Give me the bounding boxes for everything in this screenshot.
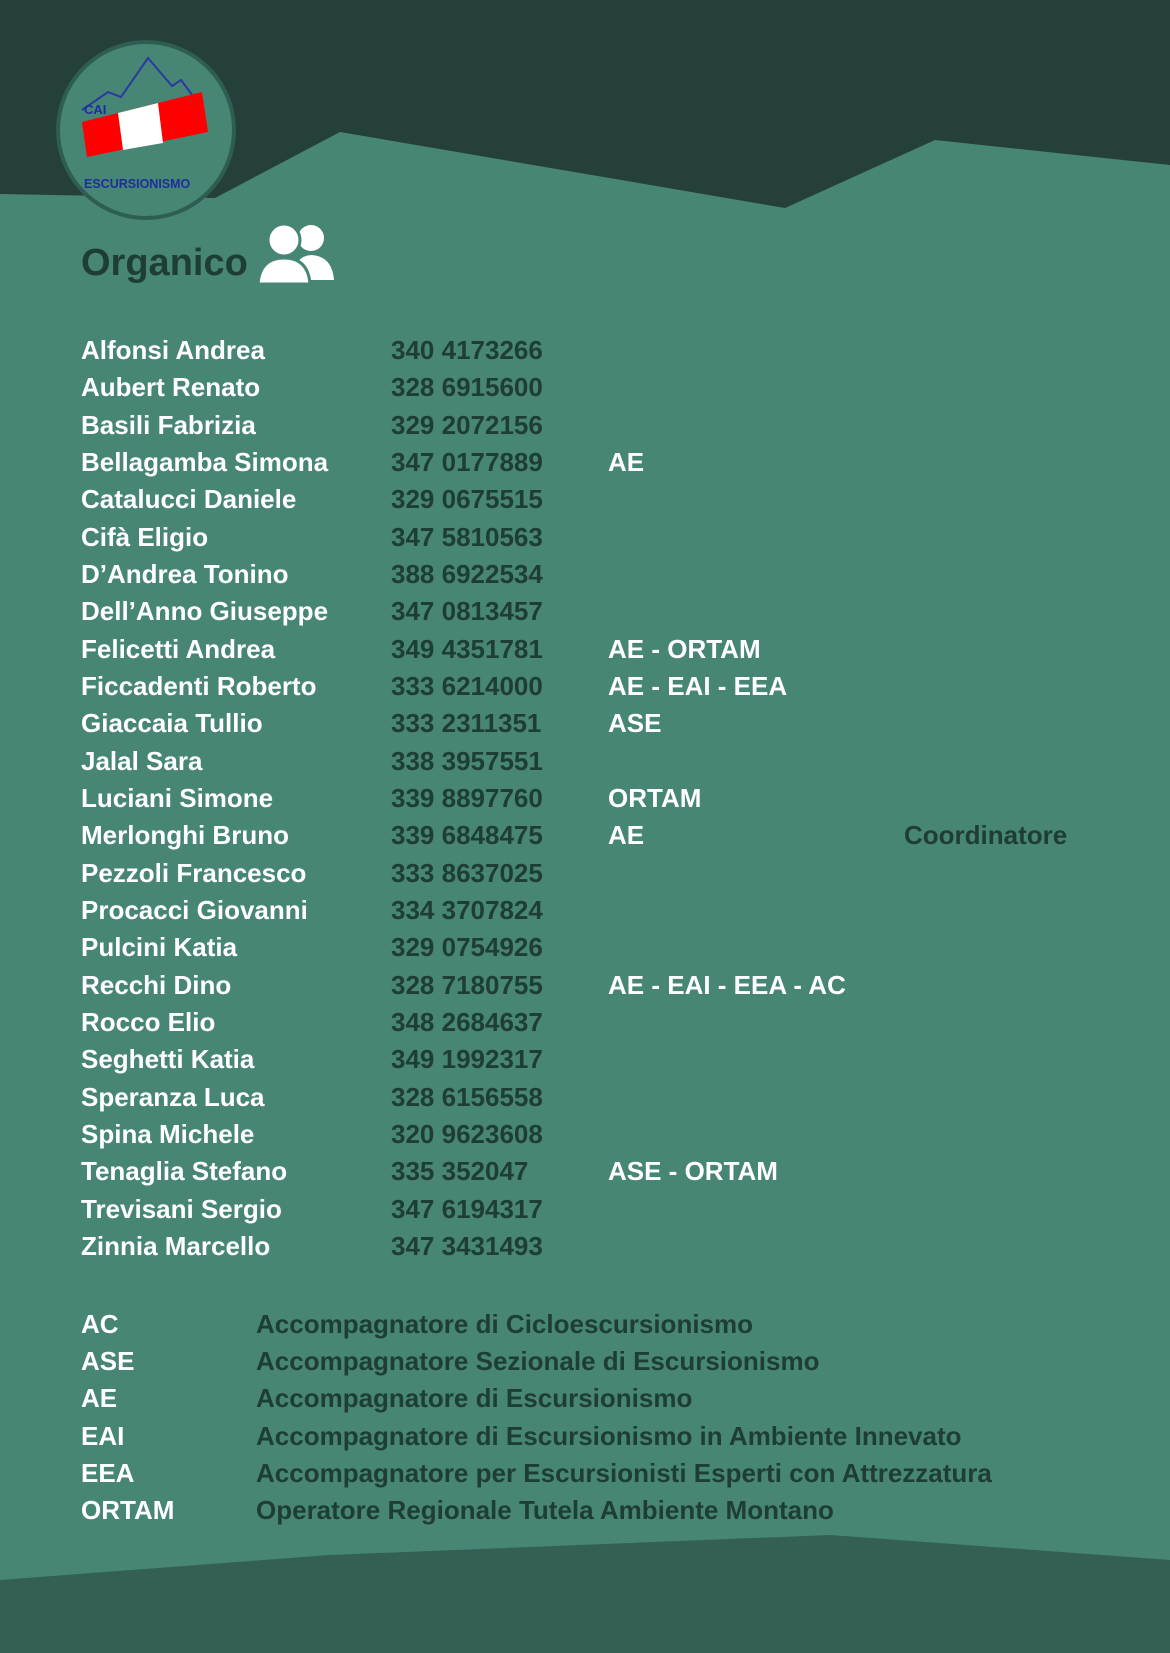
staff-row [81,668,1111,705]
staff-name: Pezzoli Francesco [81,857,307,888]
staff-row [81,1041,1111,1078]
staff-qualification: AE - ORTAM [608,633,761,664]
staff-name: Aubert Renato [81,372,261,403]
staff-name: Giaccaia Tullio [81,708,263,739]
staff-name: Spina Michele [81,1118,255,1149]
staff-name: Catalucci Daniele [81,484,297,515]
staff-phone: 347 5810563 [391,521,543,552]
staff-name: D’Andrea Tonino [81,558,289,589]
staff-row [81,817,1111,854]
staff-name: Rocco Elio [81,1006,216,1037]
staff-name: Zinnia Marcello [81,1230,271,1261]
staff-row [81,743,1111,780]
staff-row [81,892,1111,929]
staff-phone: 320 9623608 [391,1118,543,1149]
staff-name: Ficcadenti Roberto [81,670,317,701]
staff-name: Jalal Sara [81,745,203,776]
legend-row [81,1492,1081,1529]
legend-abbreviation: AC [81,1309,119,1339]
staff-name: Bellagamba Simona [81,446,329,477]
logo-escursionismo-text: ESCURSIONISMO [84,177,191,191]
legend-description: Accompagnatore Sezionale di Escursionismo [256,1346,820,1377]
legend-description: Accompagnatore per Escursionisti Esperti con Attrezzatura [256,1457,992,1488]
legend-row [81,1306,1081,1343]
people-icon [256,220,338,288]
logo-cai-text: CAI [84,102,107,117]
staff-phone: 339 6848475 [391,820,543,851]
staff-name: Luciani Simone [81,782,274,813]
staff-phone: 349 1992317 [391,1044,543,1075]
legend-row [81,1380,1081,1417]
staff-row [81,407,1111,444]
staff-qualification: ASE - ORTAM [608,1156,778,1187]
staff-row [81,1079,1111,1116]
staff-phone: 338 3957551 [391,745,543,776]
staff-phone: 339 8897760 [391,782,543,813]
staff-row [81,631,1111,668]
staff-phone: 328 7180755 [391,969,543,1000]
staff-name: Merlonghi Bruno [81,820,289,851]
staff-list [81,332,1111,1265]
staff-phone: 329 0754926 [391,932,543,963]
staff-row [81,481,1111,518]
legend-row [81,1418,1081,1455]
staff-phone: 349 4351781 [391,633,543,664]
staff-row [81,593,1111,630]
legend-description: Operatore Regionale Tutela Ambiente Montano [256,1494,834,1525]
staff-name: Pulcini Katia [81,932,238,963]
staff-row [81,705,1111,742]
staff-phone: 347 0813457 [391,596,543,627]
staff-phone: 328 6156558 [391,1081,543,1112]
staff-row [81,1004,1111,1041]
staff-qualification: AE - EAI - EEA - AC [608,969,846,1000]
staff-name: Cifà Eligio [81,521,209,552]
staff-phone: 347 6194317 [391,1193,543,1224]
legend-abbreviation: EAI [81,1420,125,1451]
staff-phone: 335 352047 [391,1156,529,1187]
staff-row [81,929,1111,966]
page-title: Organico [81,242,248,284]
legend-description: Accompagnatore di Escursionismo in Ambiente Innevato [256,1420,962,1451]
staff-phone: 347 3431493 [391,1230,543,1261]
staff-row [81,1116,1111,1153]
staff-phone: 329 2072156 [391,409,543,440]
staff-row [81,332,1111,369]
legend-row [81,1343,1081,1380]
staff-row [81,855,1111,892]
staff-name: Basili Fabrizia [81,409,256,440]
staff-name: Trevisani Sergio [81,1193,282,1224]
staff-row [81,780,1111,817]
legend-row [81,1455,1081,1492]
staff-phone: 333 6214000 [391,670,543,701]
staff-name: Recchi Dino [81,969,232,1000]
staff-qualification: AE [608,820,645,851]
staff-row [81,369,1111,406]
staff-phone: 328 6915600 [391,372,543,403]
staff-phone: 348 2684637 [391,1006,543,1037]
staff-name: Speranza Luca [81,1081,265,1112]
legend-abbreviation: ASE [81,1346,135,1377]
legend-abbreviation: AE [81,1383,118,1414]
staff-phone: 347 0177889 [391,446,543,477]
staff-name: Alfonsi Andrea [81,335,265,365]
staff-role: Coordinatore [904,820,1068,851]
staff-row [81,519,1111,556]
staff-row [81,967,1111,1004]
staff-name: Seghetti Katia [81,1044,255,1075]
staff-row [81,444,1111,481]
legend-description: Accompagnatore di Escursionismo [256,1383,693,1414]
staff-phone: 333 8637025 [391,857,543,888]
staff-phone: 329 0675515 [391,484,543,515]
staff-phone: 340 4173266 [391,335,543,365]
staff-name: Dell’Anno Giuseppe [81,596,329,627]
staff-phone: 334 3707824 [391,894,543,925]
staff-row [81,1153,1111,1190]
qualification-legend [81,1306,1081,1529]
staff-phone: 333 2311351 [391,708,542,739]
legend-abbreviation: ORTAM [81,1494,175,1525]
staff-qualification: AE - EAI - EEA [608,670,788,701]
staff-row [81,1228,1111,1265]
staff-qualification: ASE [608,708,662,739]
legend-description: Accompagnatore di Cicloescursionismo [256,1309,754,1339]
staff-qualification: AE [608,446,645,477]
legend-abbreviation: EEA [81,1457,135,1488]
staff-phone: 388 6922534 [391,558,543,589]
bottom-band [0,1535,1170,1653]
cai-escursionismo-logo [56,40,236,220]
staff-name: Tenaglia Stefano [81,1156,288,1187]
staff-qualification: ORTAM [608,782,702,813]
staff-row [81,1191,1111,1228]
staff-name: Procacci Giovanni [81,894,308,925]
staff-name: Felicetti Andrea [81,633,276,664]
staff-row [81,556,1111,593]
